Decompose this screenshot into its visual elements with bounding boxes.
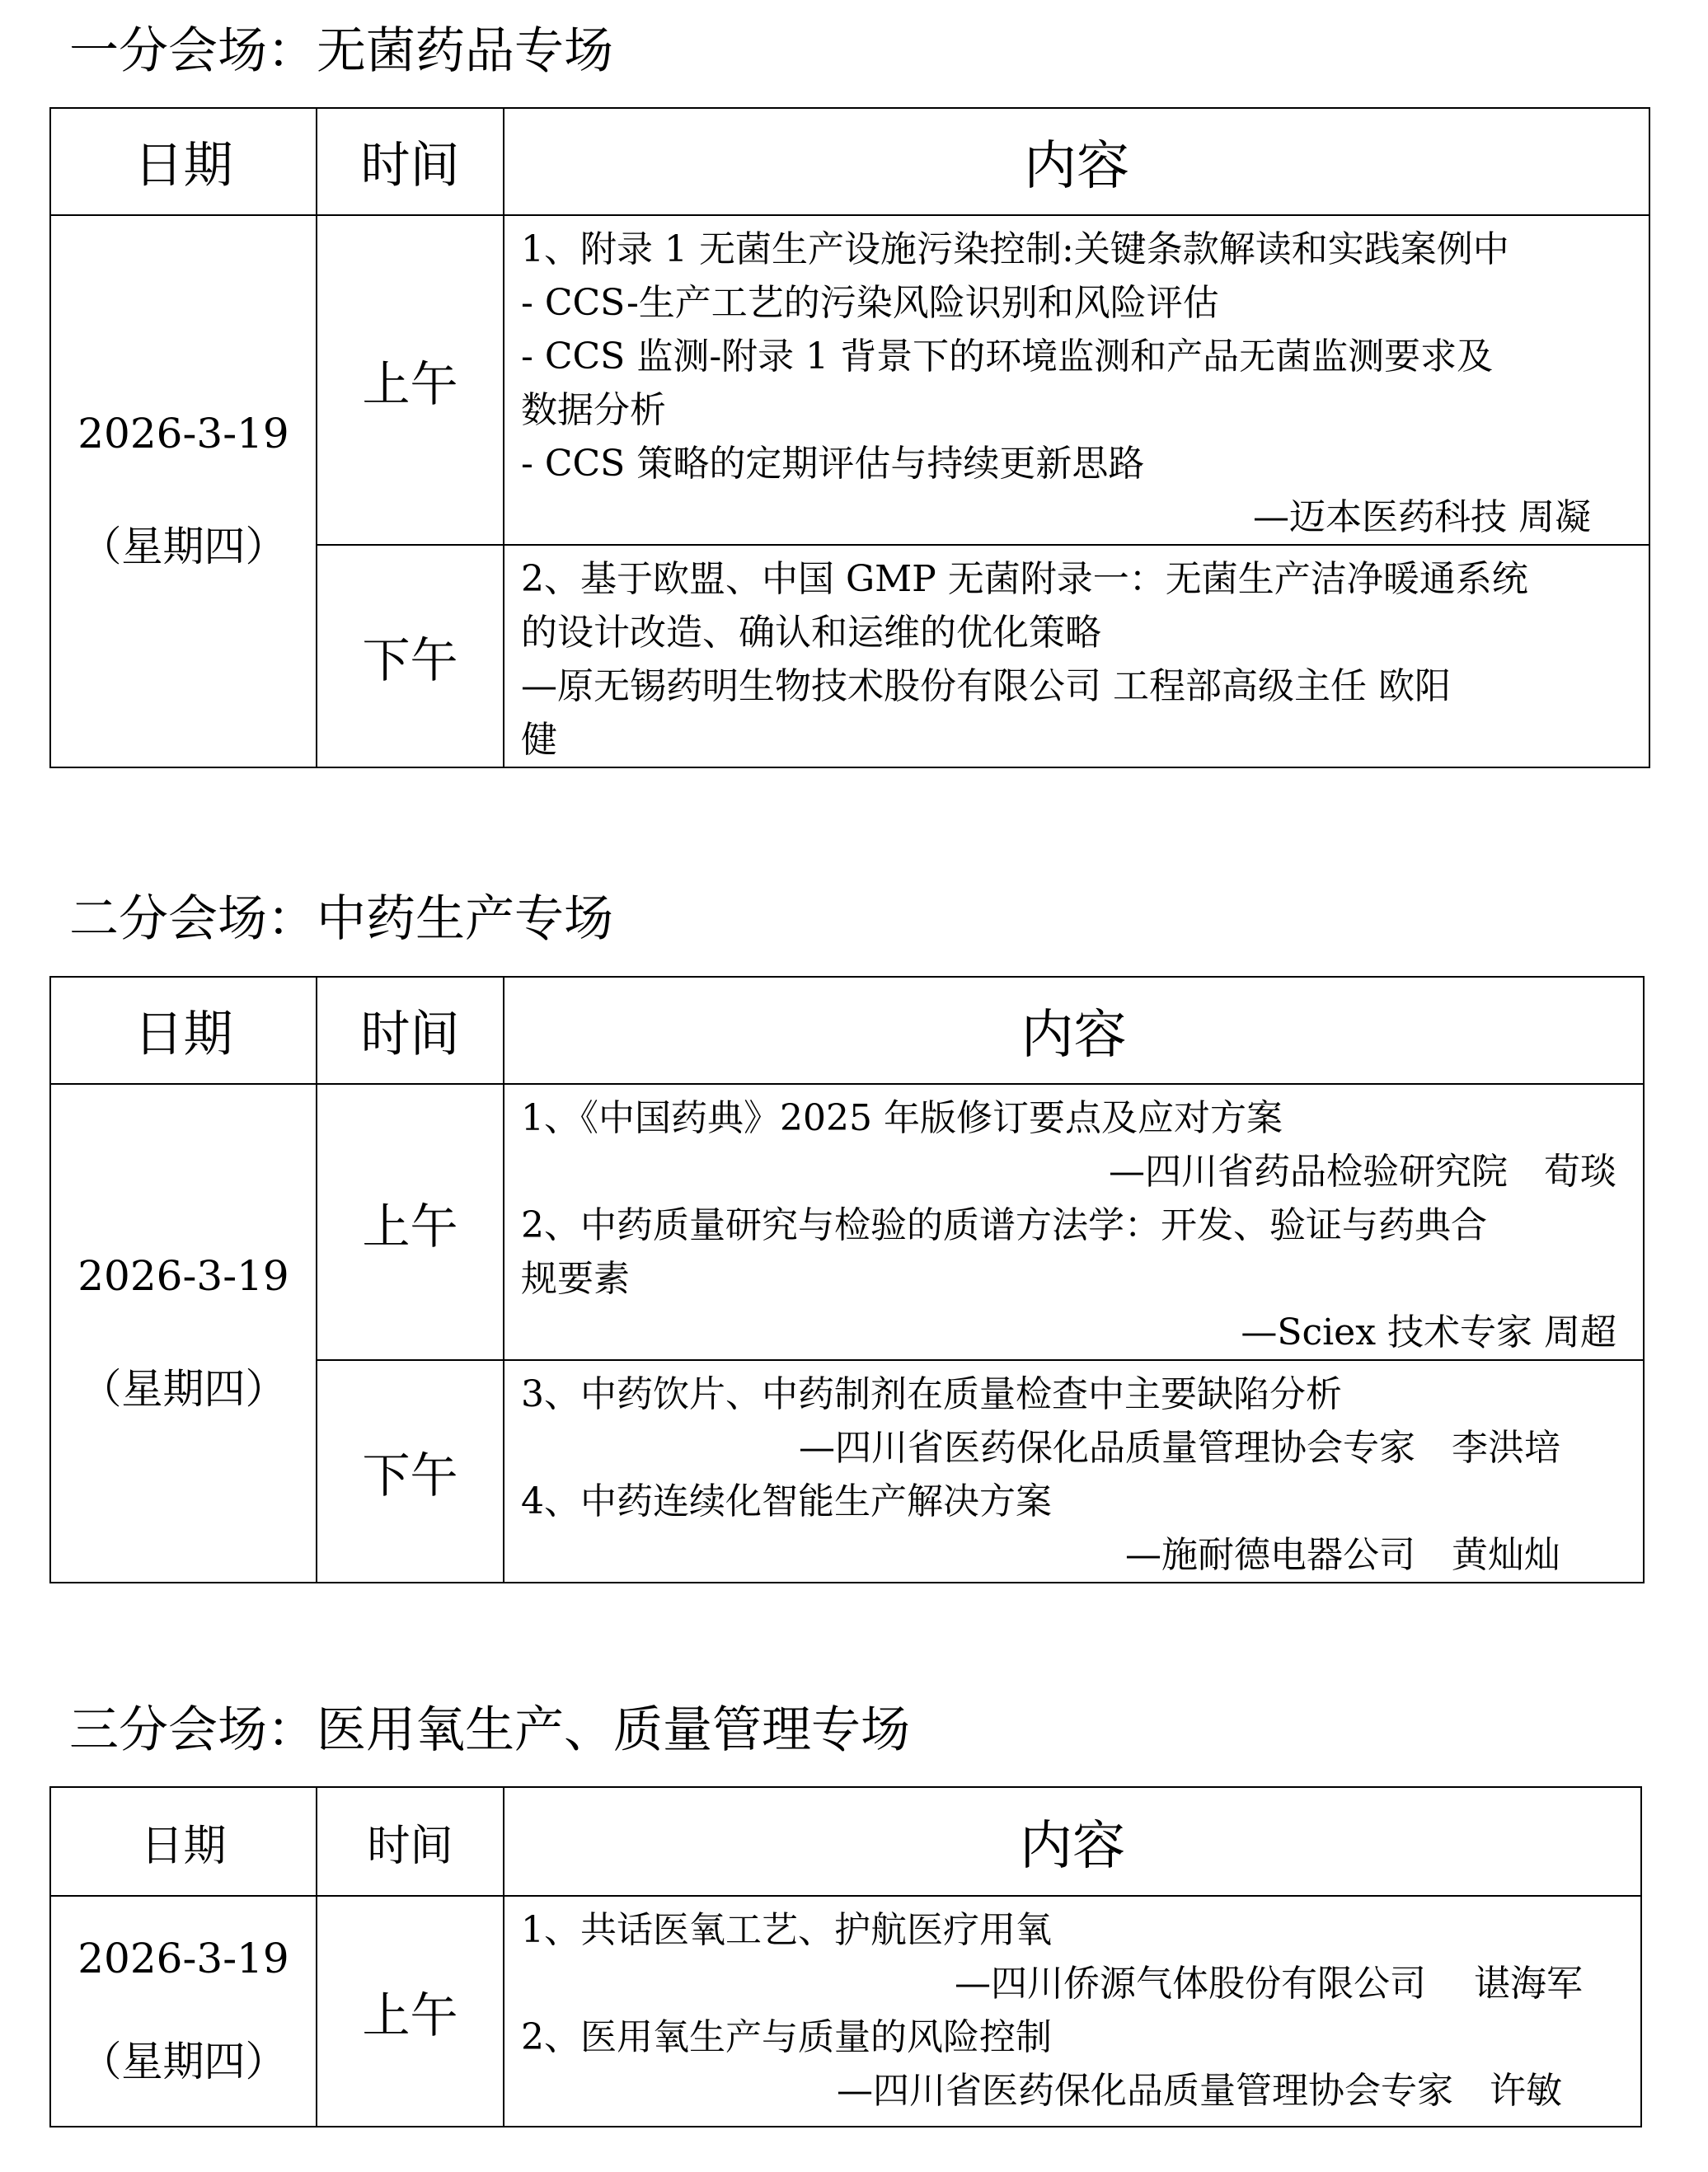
schedule-table-oxygen [49, 1786, 1642, 2127]
header-time: 时间 [317, 977, 504, 1084]
schedule-table-tcm [49, 976, 1645, 1583]
session-content [504, 215, 1649, 545]
speaker-line: —四川侨源气体股份有限公司 谌海军 [955, 1963, 1583, 2005]
table-header-row [50, 977, 1644, 1084]
speaker-line: —四川省医药保化品质量管理协会专家 许敏 [837, 2070, 1562, 2112]
session-content [504, 1360, 1644, 1583]
speaker-line: —施耐德电器公司 黄灿灿 [1125, 1534, 1560, 1576]
speaker-line: —四川省药品检验研究院 荀琰 [1109, 1151, 1616, 1193]
table-header-row [50, 108, 1649, 215]
period-morning: 上午 [317, 1084, 504, 1360]
speaker-line: —迈本医药科技 周凝 [1253, 496, 1591, 538]
session-content [504, 1084, 1644, 1360]
content-line: 2、基于欧盟、中国 GMP 无菌附录一：无菌生产洁净暖通系统 [521, 558, 1528, 600]
content-line: 4、中药连续化智能生产解决方案 [521, 1480, 1052, 1522]
speaker-line: —Sciex 技术专家 周超 [1241, 1311, 1616, 1353]
table-row [50, 1084, 1644, 1360]
table-header-row [50, 1787, 1641, 1896]
content-line: - CCS 策略的定期评估与持续更新思路 [521, 443, 1145, 485]
header-content: 内容 [504, 1787, 1641, 1896]
speaker-line: 健 [521, 719, 557, 761]
section-title: 一分会场：无菌药品专场 [69, 22, 613, 80]
schedule-table-sterile [49, 107, 1650, 768]
content-line: - CCS-生产工艺的污染风险识别和风险评估 [521, 282, 1219, 324]
period-morning: 上午 [317, 1896, 504, 2127]
content-line: 的设计改造、确认和运维的优化策略 [521, 612, 1101, 654]
header-content: 内容 [504, 108, 1649, 215]
header-date: 日期 [50, 1787, 317, 1896]
date-cell [50, 215, 317, 767]
date-cell [50, 1084, 317, 1583]
content-line: - CCS 监测-附录 1 背景下的环境监测和产品无菌监测要求及 [521, 335, 1494, 378]
header-date: 日期 [50, 108, 317, 215]
period-morning: 上午 [317, 215, 504, 545]
section-title: 三分会场：医用氧生产、质量管理专场 [69, 1701, 910, 1759]
section-title: 二分会场：中药生产专场 [69, 890, 613, 948]
header-date: 日期 [50, 977, 317, 1084]
session-content [504, 545, 1649, 767]
date-text: 2026-3-19 [77, 1935, 289, 1982]
content-line: 1、《中国药典》2025 年版修订要点及应对方案 [521, 1097, 1283, 1139]
content-line: 2、中药质量研究与检验的质谱方法学：开发、验证与药典合 [521, 1204, 1487, 1246]
content-line: 1、共话医氧工艺、护航医疗用氧 [521, 1909, 1052, 1951]
content-line: 规要素 [521, 1258, 630, 1300]
date-text: 2026-3-19 [77, 410, 289, 457]
period-afternoon: 下午 [317, 1360, 504, 1583]
content-line: 1、附录 1 无菌生产设施污染控制:关键条款解读和实践案例中 [521, 228, 1509, 270]
header-time: 时间 [317, 108, 504, 215]
period-afternoon: 下午 [317, 545, 504, 767]
weekday-text: （星期四） [80, 1364, 287, 1413]
content-line: 数据分析 [521, 389, 666, 431]
table-row [50, 1896, 1641, 2127]
weekday-text: （星期四） [80, 2038, 287, 2085]
date-cell [50, 1896, 317, 2127]
header-time: 时间 [317, 1787, 504, 1896]
content-line: 3、中药饮片、中药制剂在质量检查中主要缺陷分析 [521, 1373, 1342, 1415]
speaker-line: —四川省医药保化品质量管理协会专家 李洪培 [799, 1427, 1560, 1469]
weekday-text: （星期四） [80, 523, 287, 570]
speaker-line: —原无锡药明生物技术股份有限公司 工程部高级主任 欧阳 [521, 665, 1451, 707]
session-content [504, 1896, 1641, 2127]
content-line: 2、医用氧生产与质量的风险控制 [521, 2016, 1052, 2058]
table-row [50, 215, 1649, 545]
header-content: 内容 [504, 977, 1644, 1084]
date-text: 2026-3-19 [77, 1251, 289, 1300]
